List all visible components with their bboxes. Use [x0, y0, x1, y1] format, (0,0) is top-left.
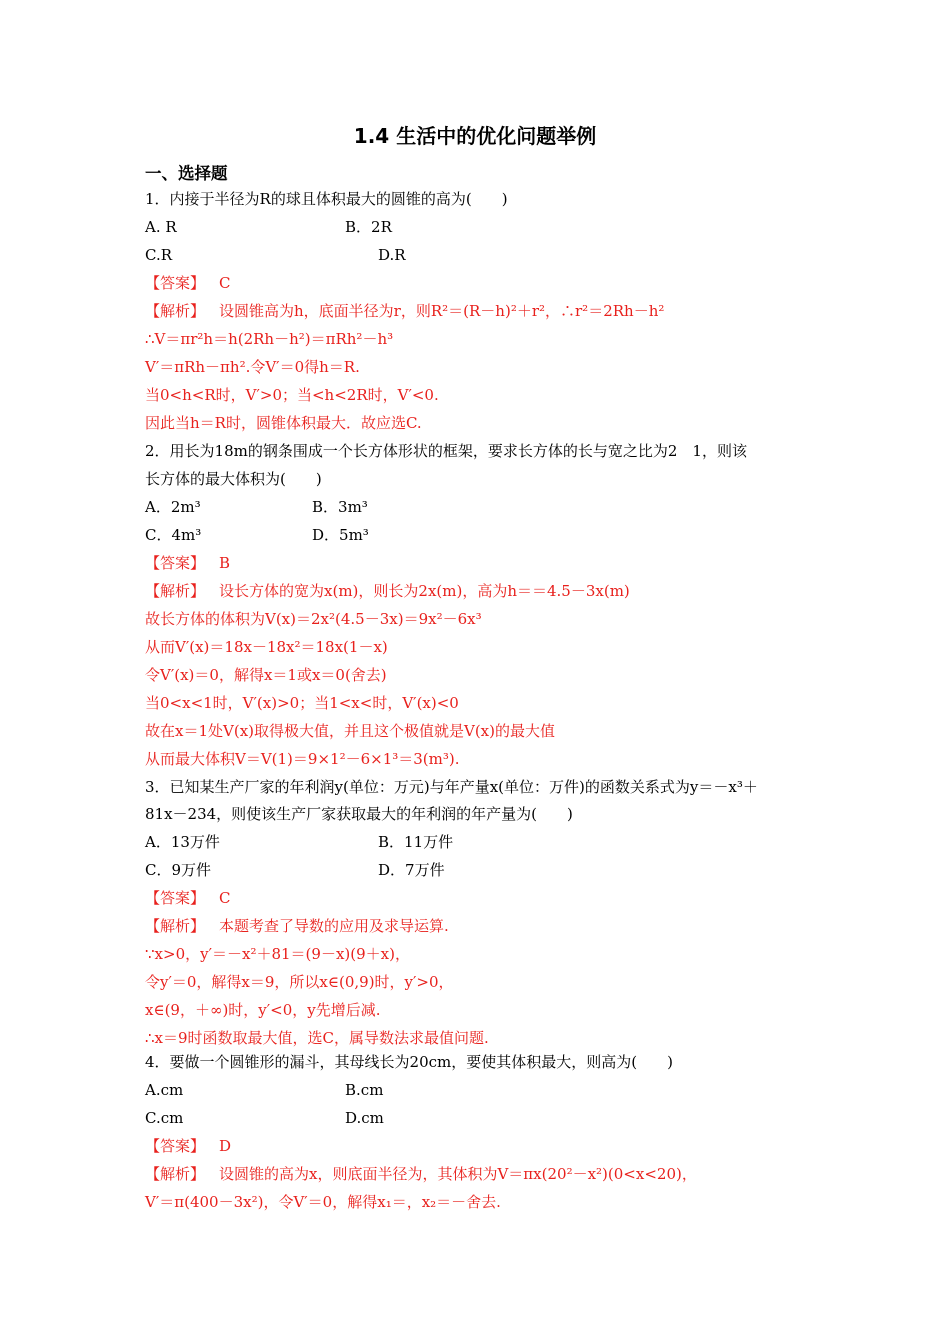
page-title: 1.4 生活中的优化问题举例: [353, 124, 597, 148]
q4-analysis-1: [145, 1164, 697, 1184]
q1-option-d: D.R: [378, 246, 406, 264]
q4-answer: [145, 1136, 231, 1156]
q2-option-d: D．5m³: [312, 526, 369, 544]
q3-option-a: A．13万件: [145, 833, 220, 851]
answer-tag: 【答案】: [145, 274, 206, 292]
answer-tag: 【答案】: [145, 554, 206, 572]
q2-analysis-4: 令V′(x)＝0，解得x＝1或x＝0(舍去): [145, 666, 387, 684]
q4-option-b: B.cm: [345, 1081, 384, 1099]
answer-value: C: [219, 274, 231, 292]
q3-option-b: B．11万件: [378, 833, 454, 851]
q2-analysis-5: 当0<x<1时，V′(x)>0；当1<x<时，V′(x)<0: [145, 694, 459, 712]
analysis-tag: 【解析】: [145, 302, 206, 320]
analysis-tag: 【解析】: [145, 1165, 206, 1183]
q4-stem: 4．要做一个圆锥形的漏斗，其母线长为20cm，要使其体积最大，则高为( ): [145, 1053, 673, 1071]
q2-analysis-2: 故长方体的体积为V(x)＝2x²(4.5－3x)＝9x²－6x³: [145, 610, 482, 628]
q3-stem-2: 81x－234，则使该生产厂家获取最大的年利润的年产量为( ): [145, 805, 573, 823]
q1-option-b: B．2R: [345, 218, 392, 236]
analysis-text: 本题考查了导数的应用及求导运算.: [219, 917, 449, 935]
answer-value: B: [219, 554, 231, 572]
q4-analysis-2: V′＝π(400－3x²)，令V′＝0，解得x₁＝，x₂＝－舍去.: [145, 1193, 501, 1211]
analysis-text: 设圆锥的高为x，则底面半径为，其体积为V＝πx(20²－x²)(0<x<20)，: [219, 1165, 697, 1183]
q4-option-d: D.cm: [345, 1109, 384, 1127]
q3-analysis-3: 令y′＝0，解得x＝9，所以x∈(0,9)时，y′>0，: [145, 973, 454, 991]
q2-analysis-7: 从而最大体积V＝V(1)＝9×1²－6×1³＝3(m³).: [145, 750, 460, 768]
q1-stem: 1．内接于半径为R的球且体积最大的圆锥的高为( ): [145, 190, 508, 208]
q2-option-a: A．2m³: [145, 498, 201, 516]
q1-analysis-2: ∴V＝πr²h＝h(2Rh－h²)＝πRh²－h³: [145, 330, 394, 348]
section-heading: 一、选择题: [145, 164, 228, 183]
answer-value: C: [219, 889, 231, 907]
q2-analysis-3: 从而V′(x)＝18x－18x²＝18x(1－x): [145, 638, 388, 656]
analysis-text: 设圆锥高为h，底面半径为r，则R²＝(R－h)²＋r²，∴r²＝2Rh－h²: [219, 302, 665, 320]
analysis-text: 设长方体的宽为x(m)，则长为2x(m)，高为h＝＝4.5－3x(m): [219, 582, 630, 600]
q1-analysis-4: 当0<h<R时，V′>0；当<h<2R时，V′<0.: [145, 386, 439, 404]
q2-stem-2: 长方体的最大体积为( ): [145, 470, 322, 488]
q4-option-a: A.cm: [145, 1081, 184, 1099]
q2-analysis-6: 故在x＝1处V(x)取得极大值，并且这个极值就是V(x)的最大值: [145, 722, 555, 740]
q2-analysis-1: [145, 581, 630, 601]
q3-option-c: C．9万件: [145, 861, 212, 879]
answer-tag: 【答案】: [145, 1137, 206, 1155]
answer-value: D: [219, 1137, 232, 1155]
q2-stem-1: 2．用长为18m的钢条围成一个长方体形状的框架，要求长方体的长与宽之比为2 1，则该: [145, 442, 747, 460]
answer-tag: 【答案】: [145, 889, 206, 907]
q3-answer: [145, 888, 231, 908]
analysis-tag: 【解析】: [145, 582, 206, 600]
q3-option-d: D．7万件: [378, 861, 445, 879]
q2-option-b: B．3m³: [312, 498, 368, 516]
q1-answer: [145, 273, 231, 293]
q2-option-c: C．4m³: [145, 526, 202, 544]
q1-option-a: A. R: [145, 218, 177, 236]
analysis-tag: 【解析】: [145, 917, 206, 935]
q2-answer: [145, 553, 230, 573]
q3-analysis-2: ∵x>0，y′＝－x²＋81＝(9－x)(9＋x)，: [145, 945, 410, 963]
q1-analysis-3: V′＝πRh－πh².令V′＝0得h＝R.: [145, 358, 360, 376]
q1-option-c: C.R: [145, 246, 173, 264]
q1-analysis-5: 因此当h＝R时，圆锥体积最大．故应选C.: [145, 414, 422, 432]
q1-analysis-1: [145, 301, 664, 321]
q3-stem-1: 3．已知某生产厂家的年利润y(单位：万元)与年产量x(单位：万件)的函数关系式为y＝－x³＋: [145, 778, 758, 796]
q3-analysis-4: x∈(9，＋∞)时，y′<0，y先增后减.: [145, 1001, 381, 1019]
q3-analysis-1: [145, 916, 449, 936]
q3-analysis-5: ∴x＝9时函数取最大值，选C，属导数法求最值问题.: [145, 1029, 489, 1047]
q4-option-c: C.cm: [145, 1109, 184, 1127]
